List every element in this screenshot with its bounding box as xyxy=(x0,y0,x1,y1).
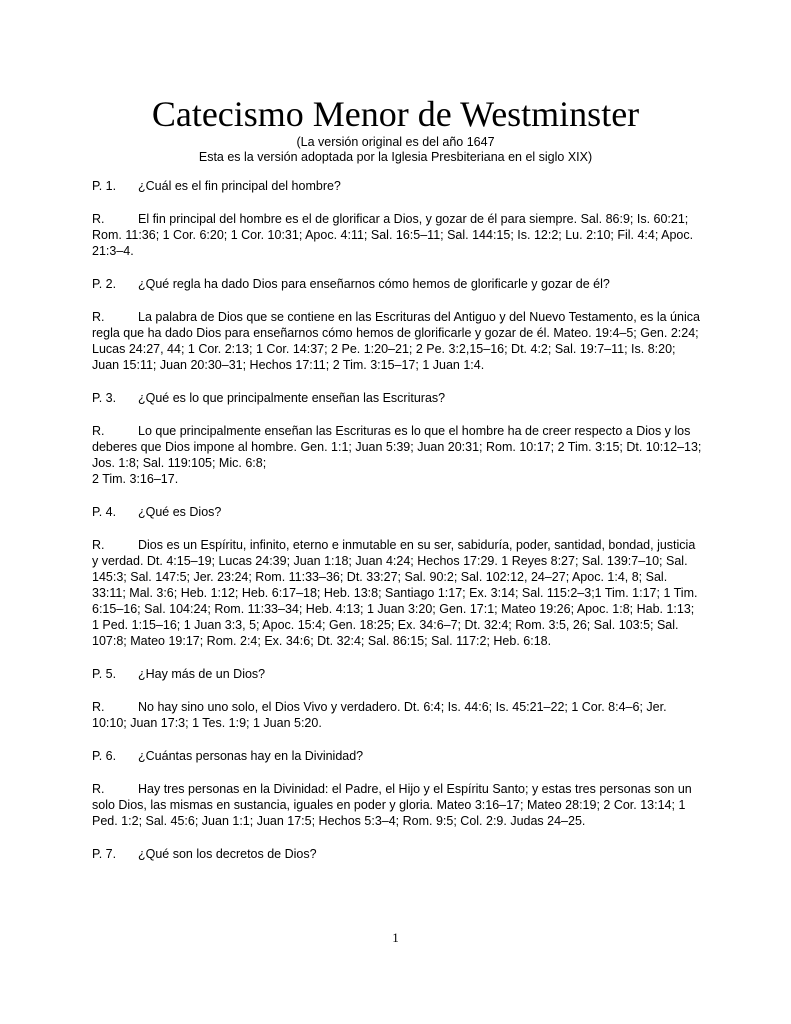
question-1 xyxy=(92,178,702,194)
item-text: ¿Qué regla ha dado Dios para enseñarnos cómo hemos de glorificarle y gozar de él? xyxy=(138,277,610,291)
answer-5 xyxy=(92,699,702,731)
item-text: Lo que principalmente enseñan las Escrituras es lo que el hombre ha de creer respecto a Dios y los deberes que Dios impone al hombre. Gen. 1:1; Juan 5:39; Juan 20:31; Rom. 10:17; 2 Tim. 3:15; Dt. 10:12–13; Jos. 1:8; Sal. 119:105; Mic. 6:8; 2 Tim. 3:16–17. xyxy=(92,424,702,486)
answer-6 xyxy=(92,781,702,829)
answer-4 xyxy=(92,537,702,649)
item-label: R. xyxy=(92,212,105,226)
item-label: R. xyxy=(92,424,105,438)
item-label: P. 7. xyxy=(92,847,117,861)
item-text: ¿Cuántas personas hay en la Divinidad? xyxy=(138,749,364,763)
question-3 xyxy=(92,390,702,406)
item-text: ¿Qué son los decretos de Dios? xyxy=(138,847,317,861)
item-label: P. 3. xyxy=(92,391,117,405)
item-label: P. 6. xyxy=(92,749,117,763)
item-text: Dios es un Espíritu, infinito, eterno e inmutable en su ser, sabiduría, poder, santidad, bondad, justicia y verdad. Dt. 4:15–19; Lucas 24:39; Juan 1:18; Juan 4:24; Hechos 17:29. 1 Reyes 8:27; Sal. 139:7–10; Sal. 145:3; Sal. 147:5; Jer. 23:24; Rom. 11:33–36; Dt. 33:27; Sal. 90:2; Sal. 102:12, 24–27; Apoc. 1:4, 8; Sal. 33:11; Mal. 3:6; Heb. 1:12; Heb. 6:17–18; Heb. 13:8; Santiago 1:17; Ex. 3:14; Sal. 115:2–3;1 Tim. 1:17; 1 Tim. 6:15–16; Sal. 104:24; Rom. 11:33–34; Heb. 4:13; 1 Juan 3:20; Gen. 17:1; Mateo 19:26; Apoc. 1:8; Hab. 1:13; 1 Ped. 1:15–16; 1 Juan 3:3, 5; Apoc. 15:4; Gen. 18:25; Ex. 34:6–7; Dt. 32:4; Rom. 3:5, 26; Sal. 103:5; Sal. 107:8; Mateo 19:17; Rom. 2:4; Ex. 34:6; Dt. 32:4; Sal. 86:15; Sal. 117:2; Heb. 6:18. xyxy=(92,538,698,648)
item-label: R. xyxy=(92,700,105,714)
question-2 xyxy=(92,276,702,292)
item-text: La palabra de Dios que se contiene en las Escrituras del Antiguo y del Nuevo Testamento, es la única regla que ha dado Dios para enseñarnos cómo hemos de glorificarle y gozar de él. Mateo. 19:4–5; Gen. 2:24; Lucas 24:27, 44; 1 Cor. 2:13; 1 Cor. 14:37; 2 Pe. 1:20–21; 2 Pe. 3:2,15–16; Dt. 4:2; Sal. 19:7–11; Is. 8:20; Juan 15:11; Juan 20:30–31; Hechos 17:11; 2 Tim. 3:15–17; 1 Juan 1:4. xyxy=(92,310,700,372)
item-label: R. xyxy=(92,310,105,324)
item-text: El fin principal del hombre es el de glorificar a Dios, y gozar de él para siempre. Sal. 86:9; Is. 60:21; Rom. 11:36; 1 Cor. 6:20; 1 Cor. 10:31; Apoc. 4:11; Sal. 16:5–11; Sal. 144:15; Is. 12:2; Lu. 2:10; Fil. 4:4; Apoc. 21:3–4. xyxy=(92,212,694,258)
item-text: ¿Qué es lo que principalmente enseñan las Escrituras? xyxy=(138,391,446,405)
question-4 xyxy=(92,504,702,520)
item-label: P. 1. xyxy=(92,179,117,193)
question-6 xyxy=(92,748,702,764)
item-text: Hay tres personas en la Divinidad: el Padre, el Hijo y el Espíritu Santo; y estas tres personas son un solo Dios, las mismas en sustancia, iguales en poder y gloria. Mateo 3:16–17; Mateo 28:19; 2 Cor. 13:14; 1 Ped. 1:2; Sal. 45:6; Juan 1:1; Juan 17:5; Hechos 5:3–4; Rom. 9:5; Col. 2:9. Judas 24–25. xyxy=(92,782,692,828)
subtitle-original-version: (La versión original es del año 1647 xyxy=(296,135,495,149)
item-text: ¿Qué es Dios? xyxy=(138,505,222,519)
question-5 xyxy=(92,666,702,682)
subtitle-adopted-version: Esta es la versión adoptada por la Iglesia Presbiteriana en el siglo XIX) xyxy=(198,150,593,164)
item-label: P. 4. xyxy=(92,505,117,519)
document-title: Catecismo Menor de Westminster xyxy=(151,94,640,134)
catechism-body xyxy=(92,178,702,879)
item-label: R. xyxy=(92,538,105,552)
item-label: P. 2. xyxy=(92,277,117,291)
page-number: 1 xyxy=(392,930,399,945)
item-text: ¿Cuál es el fin principal del hombre? xyxy=(138,179,341,193)
item-text: ¿Hay más de un Dios? xyxy=(138,667,266,681)
question-7 xyxy=(92,846,702,862)
item-label: R. xyxy=(92,782,105,796)
item-text: No hay sino uno solo, el Dios Vivo y verdadero. Dt. 6:4; Is. 44:6; Is. 45:21–22; 1 Cor. 8:4–6; Jer. 10:10; Juan 17:3; 1 Tes. 1:9; 1 Juan 5:20. xyxy=(92,700,667,730)
answer-3 xyxy=(92,423,702,487)
item-label: P. 5. xyxy=(92,667,117,681)
answer-2 xyxy=(92,309,702,373)
answer-1 xyxy=(92,211,702,259)
